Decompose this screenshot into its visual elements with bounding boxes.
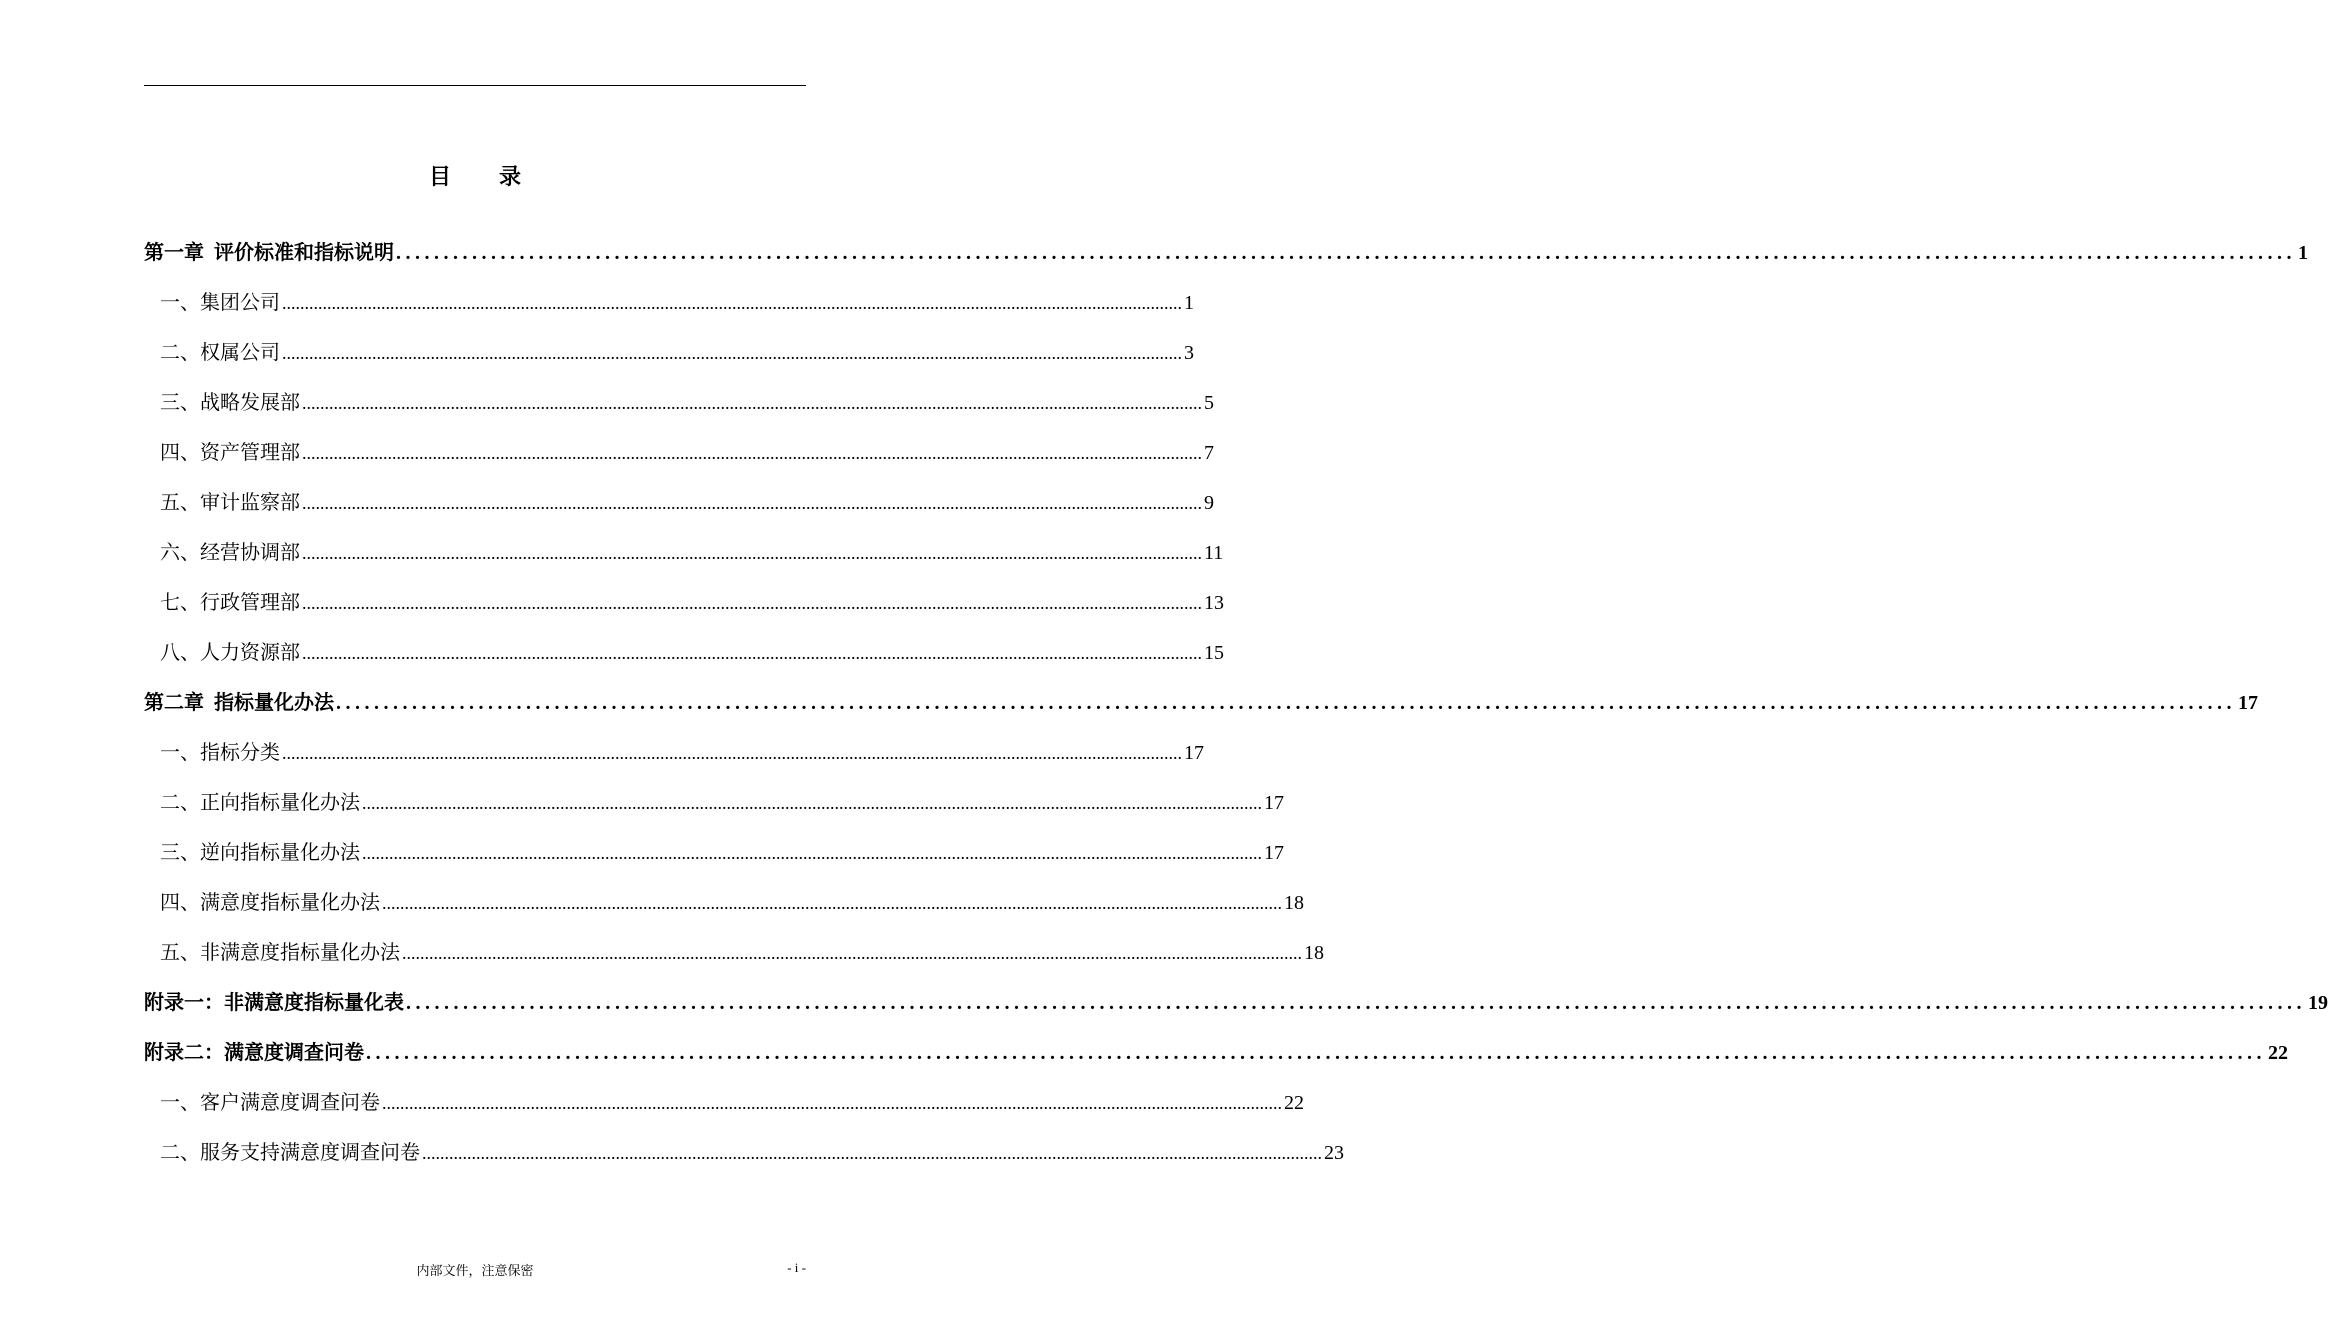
toc-entry-number: 三、	[160, 840, 200, 864]
toc-entry-title: 指标分类	[200, 740, 280, 764]
toc-entry[interactable]	[144, 1077, 1304, 1127]
toc-entry[interactable]	[144, 727, 1204, 777]
toc-entry-page: 18	[1284, 892, 1304, 914]
toc-entry-title: 非满意度指标量化办法	[200, 940, 400, 964]
toc-entry-title: 逆向指标量化办法	[200, 840, 360, 864]
toc-dot-leader: ........................................................................................................................................................................................................	[282, 343, 1182, 363]
toc-entry-number: 五、	[160, 940, 200, 964]
toc-entry-title: 战略发展部	[200, 390, 300, 414]
toc-dot-leader: ........................................................................................................................................................................................................	[422, 1143, 1322, 1163]
toc-dot-leader: ........................................................................................................................................................................................................	[302, 543, 1202, 563]
toc-entry[interactable]	[144, 327, 1194, 377]
header-rule	[144, 85, 806, 86]
toc-dot-leader: ........................................................................................................................................................................................................	[362, 793, 1262, 813]
table-of-contents	[144, 227, 2328, 1177]
toc-entry-number: 第二章	[144, 690, 204, 714]
toc-entry[interactable]	[144, 527, 1224, 577]
toc-entry-number: 七、	[160, 590, 200, 614]
toc-entry-number: 四、	[160, 440, 200, 464]
toc-entry-number: 二、	[160, 1140, 200, 1164]
toc-entry-page: 22	[1284, 1092, 1304, 1114]
toc-entry[interactable]	[144, 377, 1214, 427]
toc-entry-page: 1	[2298, 242, 2308, 264]
toc-dot-leader: ........................................................................................................................................................................................................	[336, 692, 2236, 714]
toc-entry[interactable]	[144, 1127, 1344, 1177]
toc-entry[interactable]	[144, 627, 1224, 677]
toc-entry-title: 客户满意度调查问卷	[200, 1090, 380, 1114]
toc-dot-leader: ........................................................................................................................................................................................................	[382, 1093, 1282, 1113]
toc-entry-page: 22	[2268, 1042, 2288, 1064]
toc-dot-leader: ........................................................................................................................................................................................................	[302, 443, 1202, 463]
toc-dot-leader: ........................................................................................................................................................................................................	[302, 493, 1202, 513]
toc-entry-number: 四、	[160, 890, 200, 914]
toc-entry-number: 二、	[160, 790, 200, 814]
toc-entry-title: 评价标准和指标说明	[214, 240, 394, 264]
toc-entry[interactable]	[144, 927, 1324, 977]
toc-entry-page: 17	[1184, 742, 1204, 764]
toc-entry-page: 5	[1204, 392, 1214, 414]
toc-dot-leader: ........................................................................................................................................................................................................	[366, 1042, 2266, 1064]
toc-entry-page: 23	[1324, 1142, 1344, 1164]
toc-entry-title: 服务支持满意度调查问卷	[200, 1140, 420, 1164]
toc-dot-leader: ........................................................................................................................................................................................................	[382, 893, 1282, 913]
toc-entry-number: 一、	[160, 290, 200, 314]
toc-entry[interactable]	[144, 977, 2328, 1027]
toc-dot-leader: ........................................................................................................................................................................................................	[282, 293, 1182, 313]
toc-entry-title: 附录二：满意度调查问卷	[144, 1040, 364, 1064]
toc-entry-title: 附录一：非满意度指标量化表	[144, 990, 404, 1014]
toc-entry-page: 17	[1264, 842, 1284, 864]
toc-dot-leader: ........................................................................................................................................................................................................	[302, 643, 1202, 663]
toc-entry[interactable]	[144, 577, 1224, 627]
toc-dot-leader: ........................................................................................................................................................................................................	[302, 593, 1202, 613]
toc-dot-leader: ........................................................................................................................................................................................................	[396, 242, 2296, 264]
toc-entry-number: 六、	[160, 540, 200, 564]
toc-entry-title: 指标量化办法	[214, 690, 334, 714]
toc-dot-leader: ........................................................................................................................................................................................................	[302, 393, 1202, 413]
toc-entry-page: 13	[1204, 592, 1224, 614]
toc-entry[interactable]	[144, 827, 1284, 877]
toc-entry[interactable]	[144, 877, 1304, 927]
toc-entry-title: 集团公司	[200, 290, 280, 314]
toc-entry-page: 19	[2308, 992, 2328, 1014]
toc-entry-page: 15	[1204, 642, 1224, 664]
toc-entry[interactable]	[144, 677, 2258, 727]
toc-entry-number: 三、	[160, 390, 200, 414]
toc-entry-page: 17	[1264, 792, 1284, 814]
toc-entry-title: 满意度指标量化办法	[200, 890, 380, 914]
toc-entry[interactable]	[144, 777, 1284, 827]
toc-entry-page: 1	[1184, 292, 1194, 314]
toc-entry-title: 正向指标量化办法	[200, 790, 360, 814]
toc-entry[interactable]	[144, 477, 1214, 527]
toc-entry-number: 一、	[160, 740, 200, 764]
toc-entry-page: 7	[1204, 442, 1214, 464]
toc-entry[interactable]	[144, 427, 1214, 477]
toc-entry-title: 资产管理部	[200, 440, 300, 464]
toc-entry-number: 八、	[160, 640, 200, 664]
footer-page-number: - i -	[787, 1260, 806, 1275]
toc-entry-number: 第一章	[144, 240, 204, 264]
toc-dot-leader: ........................................................................................................................................................................................................	[402, 943, 1302, 963]
toc-entry[interactable]	[144, 277, 1194, 327]
toc-dot-leader: ........................................................................................................................................................................................................	[282, 743, 1182, 763]
toc-entry-page: 3	[1184, 342, 1194, 364]
toc-entry-title: 权属公司	[200, 340, 280, 364]
toc-entry-title: 经营协调部	[200, 540, 300, 564]
toc-dot-leader: ........................................................................................................................................................................................................	[406, 992, 2306, 1014]
toc-entry-title: 人力资源部	[200, 640, 300, 664]
toc-entry[interactable]	[144, 1027, 2288, 1077]
toc-entry-page: 11	[1204, 542, 1224, 564]
toc-dot-leader: ........................................................................................................................................................................................................	[362, 843, 1262, 863]
toc-entry-page: 9	[1204, 492, 1214, 514]
toc-entry-number: 五、	[160, 490, 200, 514]
footer-confidential-note: 内部文件，注意保密	[416, 1264, 534, 1279]
toc-entry-title: 审计监察部	[200, 490, 300, 514]
toc-entry-page: 17	[2238, 692, 2258, 714]
toc-title: 目录	[428, 164, 569, 190]
toc-entry-title: 行政管理部	[200, 590, 300, 614]
toc-entry-number: 二、	[160, 340, 200, 364]
toc-entry-page: 18	[1304, 942, 1324, 964]
toc-entry-number: 一、	[160, 1090, 200, 1114]
toc-entry[interactable]	[144, 227, 2308, 277]
